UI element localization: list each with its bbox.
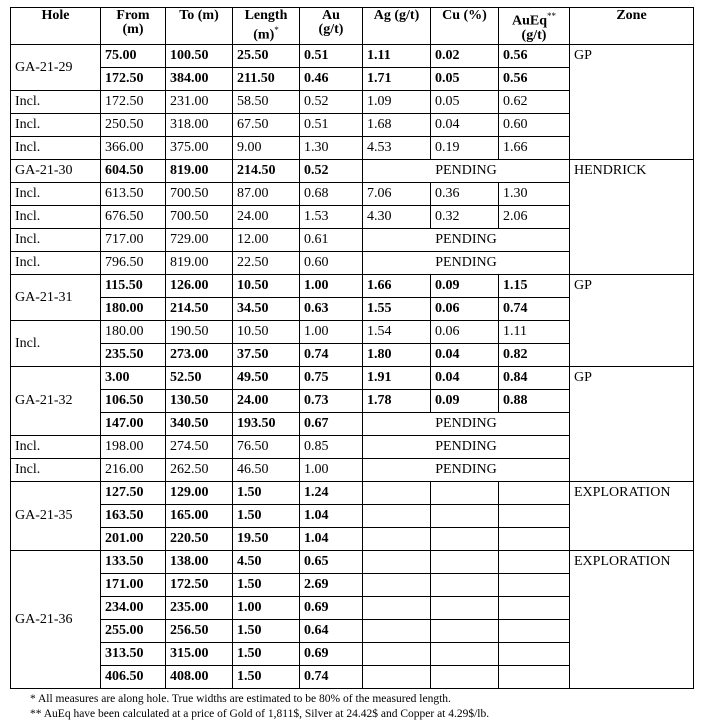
table-row <box>11 275 694 298</box>
footnote-aueq-prices: ** AuEq have been calculated at a price of Gold of 1,811$, Silver at 24.42$ and Copper at 4.29$/lb. <box>30 708 490 720</box>
cell-ag: 1.78 <box>363 390 431 413</box>
cell-cu: 0.09 <box>431 275 499 298</box>
cell-au: 0.73 <box>300 390 363 413</box>
cell-aueq: 0.56 <box>499 45 570 68</box>
cell-ag <box>363 620 431 643</box>
cell-to: 172.50 <box>166 574 233 597</box>
cell-to: 52.50 <box>166 367 233 390</box>
cell-to: 700.50 <box>166 183 233 206</box>
cell-aueq <box>499 597 570 620</box>
cell-au: 0.51 <box>300 45 363 68</box>
cell-aueq: 0.62 <box>499 91 570 114</box>
cell-au: 0.67 <box>300 413 363 436</box>
header-length-unit: (m) <box>253 27 275 43</box>
cell-zone: EXPLORATION <box>570 551 694 689</box>
header-aueq <box>499 8 570 45</box>
cell-aueq: 0.84 <box>499 367 570 390</box>
cell-hole: Incl. <box>11 459 101 482</box>
cell-aueq: 0.60 <box>499 114 570 137</box>
header-to-label: To (m) <box>179 8 219 23</box>
cell-au: 2.69 <box>300 574 363 597</box>
cell-hole: GA-21-35 <box>11 482 101 551</box>
cell-to: 235.00 <box>166 597 233 620</box>
cell-from: 366.00 <box>101 137 166 160</box>
cell-cu <box>431 666 499 689</box>
cell-aueq <box>499 528 570 551</box>
cell-aueq <box>499 551 570 574</box>
header-aueq-unit: (g/t) <box>521 27 547 43</box>
cell-pending: PENDING <box>363 436 570 459</box>
cell-aueq: 2.06 <box>499 206 570 229</box>
assay-results-table <box>10 7 694 689</box>
cell-from: 3.00 <box>101 367 166 390</box>
cell-aueq <box>499 505 570 528</box>
cell-to: 315.00 <box>166 643 233 666</box>
cell-ag: 4.30 <box>363 206 431 229</box>
table-row <box>11 482 694 505</box>
cell-ag: 4.53 <box>363 137 431 160</box>
header-from <box>101 8 166 45</box>
cell-zone: EXPLORATION <box>570 482 694 551</box>
cell-hole: Incl. <box>11 114 101 137</box>
cell-to: 100.50 <box>166 45 233 68</box>
cell-to: 130.50 <box>166 390 233 413</box>
cell-from: 676.50 <box>101 206 166 229</box>
cell-length: 37.50 <box>233 344 300 367</box>
cell-from: 604.50 <box>101 160 166 183</box>
cell-aueq <box>499 666 570 689</box>
cell-from: 406.50 <box>101 666 166 689</box>
cell-from: 198.00 <box>101 436 166 459</box>
cell-pending: PENDING <box>363 413 570 436</box>
cell-to: 384.00 <box>166 68 233 91</box>
cell-from: 796.50 <box>101 252 166 275</box>
cell-hole: Incl. <box>11 321 101 367</box>
cell-au: 1.04 <box>300 505 363 528</box>
cell-ag <box>363 482 431 505</box>
cell-length: 1.50 <box>233 505 300 528</box>
cell-hole: Incl. <box>11 436 101 459</box>
cell-aueq: 0.56 <box>499 68 570 91</box>
cell-to: 340.50 <box>166 413 233 436</box>
cell-from: 75.00 <box>101 45 166 68</box>
cell-ag: 1.68 <box>363 114 431 137</box>
cell-ag: 1.80 <box>363 344 431 367</box>
cell-to: 819.00 <box>166 252 233 275</box>
cell-ag: 1.54 <box>363 321 431 344</box>
cell-aueq: 0.88 <box>499 390 570 413</box>
cell-length: 67.50 <box>233 114 300 137</box>
cell-cu: 0.02 <box>431 45 499 68</box>
cell-from: 717.00 <box>101 229 166 252</box>
cell-au: 0.60 <box>300 252 363 275</box>
cell-aueq: 1.66 <box>499 137 570 160</box>
cell-zone: GP <box>570 367 694 482</box>
cell-au: 0.51 <box>300 114 363 137</box>
header-cu-label: Cu (%) <box>442 8 487 23</box>
cell-au: 1.00 <box>300 275 363 298</box>
cell-au: 0.61 <box>300 229 363 252</box>
cell-ag <box>363 643 431 666</box>
cell-au: 0.75 <box>300 367 363 390</box>
table-row <box>11 45 694 68</box>
header-hole <box>11 8 101 45</box>
cell-from: 235.50 <box>101 344 166 367</box>
cell-to: 256.50 <box>166 620 233 643</box>
cell-aueq: 1.11 <box>499 321 570 344</box>
header-zone <box>570 8 694 45</box>
cell-ag <box>363 505 431 528</box>
cell-cu: 0.06 <box>431 298 499 321</box>
cell-from: 127.50 <box>101 482 166 505</box>
cell-to: 729.00 <box>166 229 233 252</box>
cell-pending: PENDING <box>363 252 570 275</box>
cell-au: 0.74 <box>300 344 363 367</box>
cell-au: 0.68 <box>300 183 363 206</box>
cell-length: 19.50 <box>233 528 300 551</box>
cell-aueq <box>499 574 570 597</box>
cell-ag <box>363 666 431 689</box>
cell-hole: GA-21-30 <box>11 160 101 183</box>
cell-au: 0.52 <box>300 91 363 114</box>
cell-au: 0.52 <box>300 160 363 183</box>
cell-cu <box>431 528 499 551</box>
cell-from: 613.50 <box>101 183 166 206</box>
cell-hole: Incl. <box>11 137 101 160</box>
cell-from: 250.50 <box>101 114 166 137</box>
cell-hole: GA-21-32 <box>11 367 101 436</box>
cell-au: 0.69 <box>300 643 363 666</box>
cell-cu <box>431 551 499 574</box>
cell-length: 22.50 <box>233 252 300 275</box>
header-from-label: From <box>116 8 150 23</box>
cell-au: 1.53 <box>300 206 363 229</box>
cell-length: 25.50 <box>233 45 300 68</box>
cell-cu <box>431 643 499 666</box>
cell-ag: 1.11 <box>363 45 431 68</box>
cell-length: 214.50 <box>233 160 300 183</box>
cell-length: 9.00 <box>233 137 300 160</box>
cell-zone: GP <box>570 275 694 367</box>
cell-cu: 0.05 <box>431 91 499 114</box>
cell-length: 46.50 <box>233 459 300 482</box>
cell-ag: 1.55 <box>363 298 431 321</box>
cell-from: 201.00 <box>101 528 166 551</box>
header-cu <box>431 8 499 45</box>
cell-au: 1.00 <box>300 321 363 344</box>
cell-length: 1.50 <box>233 620 300 643</box>
cell-to: 273.00 <box>166 344 233 367</box>
cell-to: 700.50 <box>166 206 233 229</box>
cell-aueq: 1.15 <box>499 275 570 298</box>
cell-hole: Incl. <box>11 206 101 229</box>
header-ag-label: Ag (g/t) <box>373 8 420 23</box>
cell-au: 1.04 <box>300 528 363 551</box>
cell-length: 1.50 <box>233 482 300 505</box>
header-aueq-footnote-mark: ** <box>547 11 557 21</box>
cell-hole: Incl. <box>11 183 101 206</box>
cell-cu: 0.04 <box>431 114 499 137</box>
header-au-label: Au <box>322 8 340 23</box>
cell-ag <box>363 551 431 574</box>
cell-length: 10.50 <box>233 275 300 298</box>
header-hole-label: Hole <box>41 8 70 23</box>
table-body <box>11 45 694 689</box>
cell-cu <box>431 482 499 505</box>
cell-length: 211.50 <box>233 68 300 91</box>
cell-cu: 0.19 <box>431 137 499 160</box>
cell-to: 220.50 <box>166 528 233 551</box>
cell-hole: Incl. <box>11 91 101 114</box>
cell-ag: 1.71 <box>363 68 431 91</box>
cell-ag: 1.91 <box>363 367 431 390</box>
cell-to: 214.50 <box>166 298 233 321</box>
header-length-label: Length <box>244 8 288 23</box>
cell-au: 0.46 <box>300 68 363 91</box>
cell-ag: 1.09 <box>363 91 431 114</box>
cell-to: 129.00 <box>166 482 233 505</box>
cell-from: 180.00 <box>101 298 166 321</box>
cell-aueq: 1.30 <box>499 183 570 206</box>
cell-to: 190.50 <box>166 321 233 344</box>
cell-au: 1.24 <box>300 482 363 505</box>
table-row <box>11 160 694 183</box>
cell-from: 133.50 <box>101 551 166 574</box>
cell-length: 76.50 <box>233 436 300 459</box>
cell-length: 24.00 <box>233 206 300 229</box>
cell-length: 1.50 <box>233 643 300 666</box>
header-zone-label: Zone <box>616 8 647 23</box>
assay-results-table-container <box>10 7 694 689</box>
cell-aueq: 0.82 <box>499 344 570 367</box>
cell-ag: 7.06 <box>363 183 431 206</box>
header-from-unit: (m) <box>122 22 144 37</box>
cell-hole: GA-21-31 <box>11 275 101 321</box>
cell-to: 375.00 <box>166 137 233 160</box>
header-au <box>300 8 363 45</box>
cell-from: 216.00 <box>101 459 166 482</box>
cell-from: 255.00 <box>101 620 166 643</box>
cell-au: 1.00 <box>300 459 363 482</box>
cell-from: 171.00 <box>101 574 166 597</box>
cell-aueq <box>499 620 570 643</box>
header-ag <box>363 8 431 45</box>
header-au-unit: (g/t) <box>318 22 344 37</box>
cell-cu <box>431 597 499 620</box>
table-row <box>11 551 694 574</box>
cell-to: 165.00 <box>166 505 233 528</box>
cell-ag <box>363 528 431 551</box>
cell-cu: 0.36 <box>431 183 499 206</box>
cell-from: 115.50 <box>101 275 166 298</box>
footnote-true-width: * All measures are along hole. True widths are estimated to be 80% of the measured length. <box>30 693 451 705</box>
cell-au: 0.69 <box>300 597 363 620</box>
cell-cu: 0.04 <box>431 367 499 390</box>
cell-length: 24.00 <box>233 390 300 413</box>
cell-to: 819.00 <box>166 160 233 183</box>
cell-pending: PENDING <box>363 229 570 252</box>
cell-length: 58.50 <box>233 91 300 114</box>
cell-cu: 0.04 <box>431 344 499 367</box>
cell-zone: GP <box>570 45 694 160</box>
cell-au: 1.30 <box>300 137 363 160</box>
cell-aueq: 0.74 <box>499 298 570 321</box>
header-length-footnote-mark: * <box>274 25 279 35</box>
cell-from: 163.50 <box>101 505 166 528</box>
cell-hole: GA-21-36 <box>11 551 101 689</box>
header-to <box>166 8 233 45</box>
cell-from: 234.00 <box>101 597 166 620</box>
header-length <box>233 8 300 45</box>
cell-cu <box>431 574 499 597</box>
cell-length: 4.50 <box>233 551 300 574</box>
cell-to: 138.00 <box>166 551 233 574</box>
cell-to: 408.00 <box>166 666 233 689</box>
cell-ag: 1.66 <box>363 275 431 298</box>
cell-from: 172.50 <box>101 68 166 91</box>
cell-ag <box>363 574 431 597</box>
cell-pending: PENDING <box>363 459 570 482</box>
cell-zone: HENDRICK <box>570 160 694 275</box>
cell-au: 0.85 <box>300 436 363 459</box>
cell-cu: 0.09 <box>431 390 499 413</box>
cell-cu: 0.05 <box>431 68 499 91</box>
cell-to: 274.50 <box>166 436 233 459</box>
cell-aueq <box>499 643 570 666</box>
cell-cu <box>431 505 499 528</box>
cell-cu: 0.32 <box>431 206 499 229</box>
cell-au: 0.63 <box>300 298 363 321</box>
cell-length: 1.50 <box>233 666 300 689</box>
table-row <box>11 367 694 390</box>
cell-ag <box>363 597 431 620</box>
cell-length: 34.50 <box>233 298 300 321</box>
cell-hole: Incl. <box>11 252 101 275</box>
cell-au: 0.64 <box>300 620 363 643</box>
cell-hole: GA-21-29 <box>11 45 101 91</box>
cell-length: 1.00 <box>233 597 300 620</box>
cell-au: 0.74 <box>300 666 363 689</box>
cell-to: 231.00 <box>166 91 233 114</box>
cell-pending: PENDING <box>363 160 570 183</box>
cell-cu <box>431 620 499 643</box>
cell-length: 10.50 <box>233 321 300 344</box>
cell-from: 180.00 <box>101 321 166 344</box>
cell-to: 318.00 <box>166 114 233 137</box>
footnotes <box>30 692 703 722</box>
cell-cu: 0.06 <box>431 321 499 344</box>
header-aueq-label: AuEq <box>511 13 548 29</box>
cell-from: 147.00 <box>101 413 166 436</box>
cell-from: 106.50 <box>101 390 166 413</box>
cell-length: 87.00 <box>233 183 300 206</box>
header-row <box>11 8 694 45</box>
cell-au: 0.65 <box>300 551 363 574</box>
cell-hole: Incl. <box>11 229 101 252</box>
cell-length: 193.50 <box>233 413 300 436</box>
cell-from: 313.50 <box>101 643 166 666</box>
cell-aueq <box>499 482 570 505</box>
cell-length: 12.00 <box>233 229 300 252</box>
cell-length: 1.50 <box>233 574 300 597</box>
cell-to: 126.00 <box>166 275 233 298</box>
cell-to: 262.50 <box>166 459 233 482</box>
cell-length: 49.50 <box>233 367 300 390</box>
cell-from: 172.50 <box>101 91 166 114</box>
